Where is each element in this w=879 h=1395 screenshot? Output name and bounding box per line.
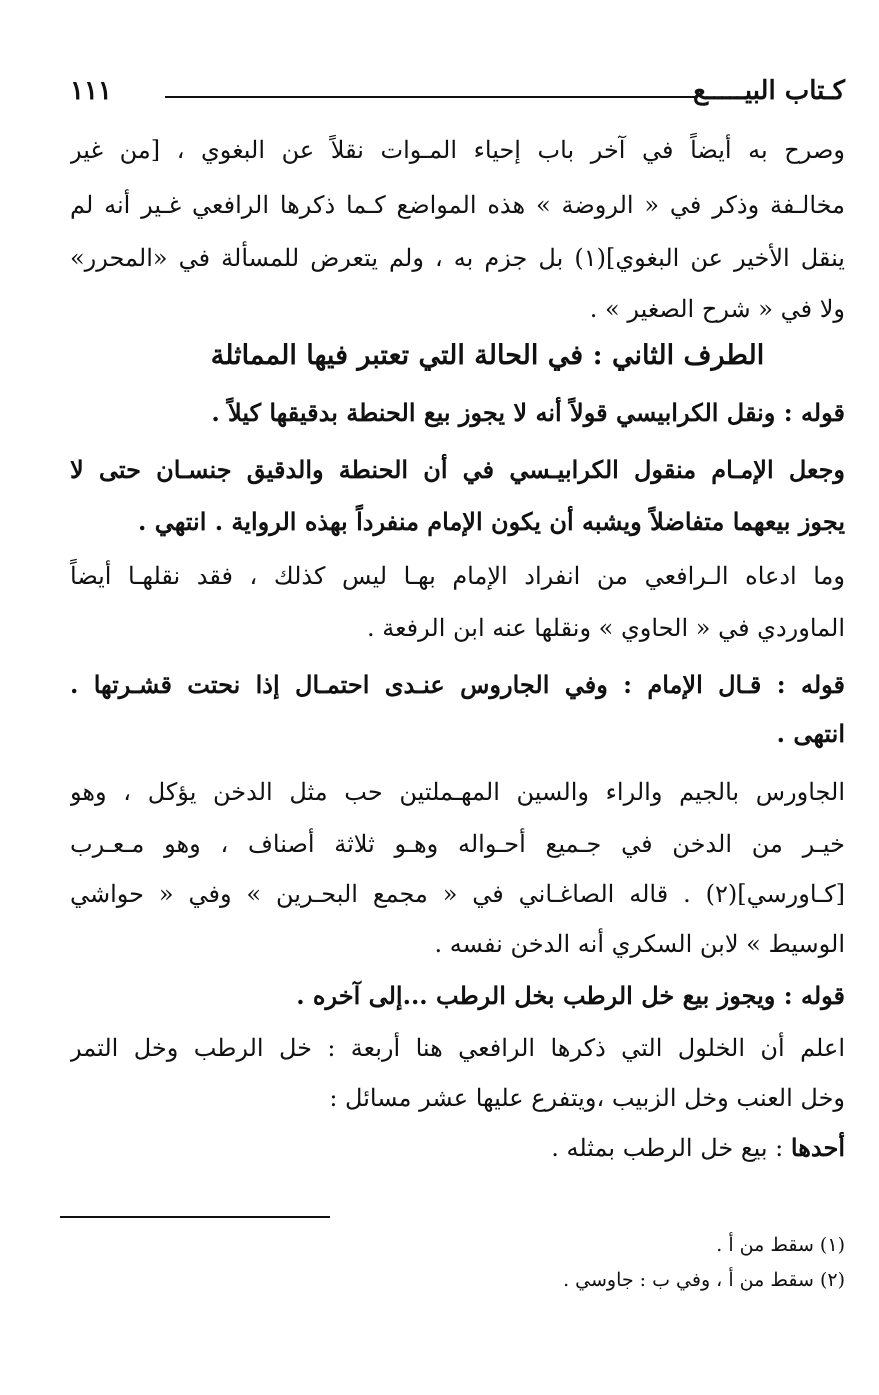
quoted-statement: قوله : ويجوز بيع خل الرطب بخل الرطب ...إلى آخره .	[296, 981, 845, 1010]
text-line: وصرح به أيضاً في آخر باب إحياء المـوات نقلاً عن البغوي ، [من غير	[70, 136, 845, 164]
quoted-statement: قوله : قـال الإمام : وفي الجاروس عنـدى احتمـال إذا نحتت قشـرتها .	[70, 670, 845, 699]
text-line: ينقل الأخير عن البغوي](١) بل جزم به ، ولم يتعرض للمسألة في «المحرر»	[70, 244, 845, 272]
footnote-rule	[60, 1216, 330, 1218]
footnote: (٢) سقط من أ ، وفي ب : جاوسي .	[563, 1269, 845, 1291]
text-line: الماوردي في « الحاوي » ونقلها عنه ابن الرفعة .	[366, 614, 845, 642]
first-issue-label: أحدها	[790, 1133, 845, 1162]
quoted-statement: انتهى .	[776, 719, 845, 748]
text-line: خيـر من الدخن في جـميع أحـواله وهـو ثلاثة أصناف ، وهو مـعـرب	[70, 830, 845, 858]
page-header	[70, 76, 845, 116]
text-line: اعلم أن الخلول التي ذكرها الرافعي هنا أربعة : خل الرطب وخل التمر	[70, 1034, 845, 1062]
chapter-title: كـتاب البيـــــع	[692, 76, 845, 106]
quoted-statement: وجعل الإمـام منقول الكرابيـسي في أن الحنطة والدقيق جنسـان حتى لا	[70, 455, 845, 484]
text-line	[70, 1128, 845, 1168]
page-number: ١١١	[70, 76, 112, 106]
text-line: [كـاورسي](٢) . قاله الصاغـاني في « مجمع البحـرين » وفي « حواشي	[70, 880, 845, 908]
quoted-statement: قوله : ونقل الكرابيسي قولاً أنه لا يجوز بيع الحنطة بدقيقها كيلاً .	[211, 398, 845, 427]
document-page	[60, 60, 845, 1360]
text-line: مخالـفة وذكر في « الروضة » هذه المواضع كـما ذكرها الرافعي غـير أنه لم	[70, 191, 845, 219]
text-line: وما ادعاه الـرافعي من انفراد الإمام بهـا ليس كذلك ، فقد نقلهـا أيضاً	[70, 562, 845, 590]
quoted-statement: يجوز بيعهما متفاضلاً ويشبه أن يكون الإمام منفرداً بهذه الرواية . انتهي .	[138, 507, 845, 536]
header-rule	[165, 96, 695, 98]
first-issue-text: : بيع خل الرطب بمثله .	[551, 1134, 784, 1162]
section-heading: الطرف الثاني : في الحالة التي تعتبر فيها المماثلة	[210, 340, 765, 371]
text-line: الوسيط » لابن السكري أنه الدخن نفسه .	[434, 930, 845, 958]
text-line: ولا في « شرح الصغير » .	[589, 295, 845, 323]
footnote: (١) سقط من أ .	[716, 1234, 845, 1256]
text-line: وخل العنب وخل الزبيب ،ويتفرع عليها عشر مسائل :	[329, 1084, 845, 1112]
text-line: الجاورس بالجيم والراء والسين المهـملتين حب مثل الدخن يؤكل ، وهو	[70, 778, 845, 806]
